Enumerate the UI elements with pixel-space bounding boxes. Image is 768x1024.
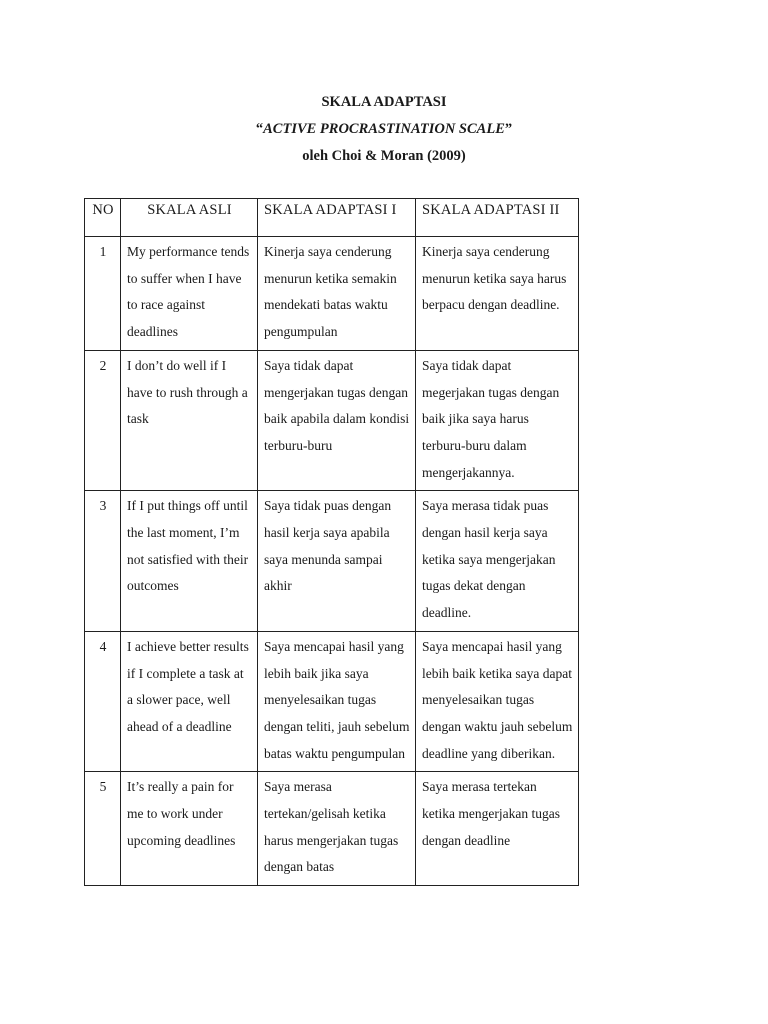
skala-adaptasi-2-cell: Saya tidak dapat megerjakan tugas dengan baik jika saya harus terburu-buru dalam mengerjakannya. bbox=[416, 350, 579, 491]
skala-adaptasi-1-cell: Saya tidak puas dengan hasil kerja saya apabila saya menunda sampai akhir bbox=[258, 491, 416, 632]
skala-asli-cell: My performance tends to suffer when I have to race against deadlines bbox=[121, 237, 258, 351]
scale-table bbox=[84, 198, 579, 886]
skala-asli-cell: I don’t do well if I have to rush through a task bbox=[121, 350, 258, 491]
row-number: 1 bbox=[85, 237, 121, 351]
column-header-skala-adaptasi-1: SKALA ADAPTASI I bbox=[258, 199, 416, 237]
table-row bbox=[85, 491, 579, 632]
document-subtitle bbox=[0, 118, 768, 145]
document-header bbox=[0, 91, 768, 172]
column-header-no: NO bbox=[85, 199, 121, 237]
skala-asli-cell: I achieve better results if I complete a task at a slower pace, well ahead of a deadline bbox=[121, 631, 258, 772]
document-title: SKALA ADAPTASI bbox=[321, 94, 447, 110]
table-row bbox=[85, 237, 579, 351]
skala-adaptasi-1-cell: Saya merasa tertekan/gelisah ketika harus mengerjakan tugas dengan batas bbox=[258, 772, 416, 886]
skala-asli-cell: It’s really a pain for me to work under upcoming deadlines bbox=[121, 772, 258, 886]
skala-adaptasi-1-cell: Kinerja saya cenderung menurun ketika semakin mendekati batas waktu pengumpulan bbox=[258, 237, 416, 351]
row-number: 3 bbox=[85, 491, 121, 632]
skala-adaptasi-2-cell: Saya merasa tertekan ketika mengerjakan tugas dengan deadline bbox=[416, 772, 579, 886]
row-number: 4 bbox=[85, 631, 121, 772]
column-header-skala-adaptasi-2: SKALA ADAPTASI II bbox=[416, 199, 579, 237]
subtitle-text: ACTIVE PROCRASTINATION SCALE bbox=[263, 121, 505, 137]
subtitle-close-quote: ” bbox=[504, 121, 513, 137]
column-header-skala-asli: SKALA ASLI bbox=[121, 199, 258, 237]
skala-adaptasi-2-cell: Saya merasa tidak puas dengan hasil kerja saya ketika saya mengerjakan tugas dekat dengan deadline. bbox=[416, 491, 579, 632]
subtitle-open-quote: “ bbox=[255, 121, 264, 137]
row-number: 2 bbox=[85, 350, 121, 491]
document-author: oleh Choi & Moran (2009) bbox=[302, 148, 466, 164]
skala-asli-cell: If I put things off until the last moment, I’m not satisfied with their outcomes bbox=[121, 491, 258, 632]
table-header-row bbox=[85, 199, 579, 237]
skala-adaptasi-1-cell: Saya mencapai hasil yang lebih baik jika saya menyelesaikan tugas dengan teliti, jauh sebelum batas waktu pengumpulan bbox=[258, 631, 416, 772]
row-number: 5 bbox=[85, 772, 121, 886]
skala-adaptasi-1-cell: Saya tidak dapat mengerjakan tugas dengan baik apabila dalam kondisi terburu-buru bbox=[258, 350, 416, 491]
skala-adaptasi-2-cell: Kinerja saya cenderung menurun ketika saya harus berpacu dengan deadline. bbox=[416, 237, 579, 351]
skala-adaptasi-2-cell: Saya mencapai hasil yang lebih baik ketika saya dapat menyelesaikan tugas dengan waktu jauh sebelum deadline yang diberikan. bbox=[416, 631, 579, 772]
table-row bbox=[85, 350, 579, 491]
table-row bbox=[85, 631, 579, 772]
table-row bbox=[85, 772, 579, 886]
